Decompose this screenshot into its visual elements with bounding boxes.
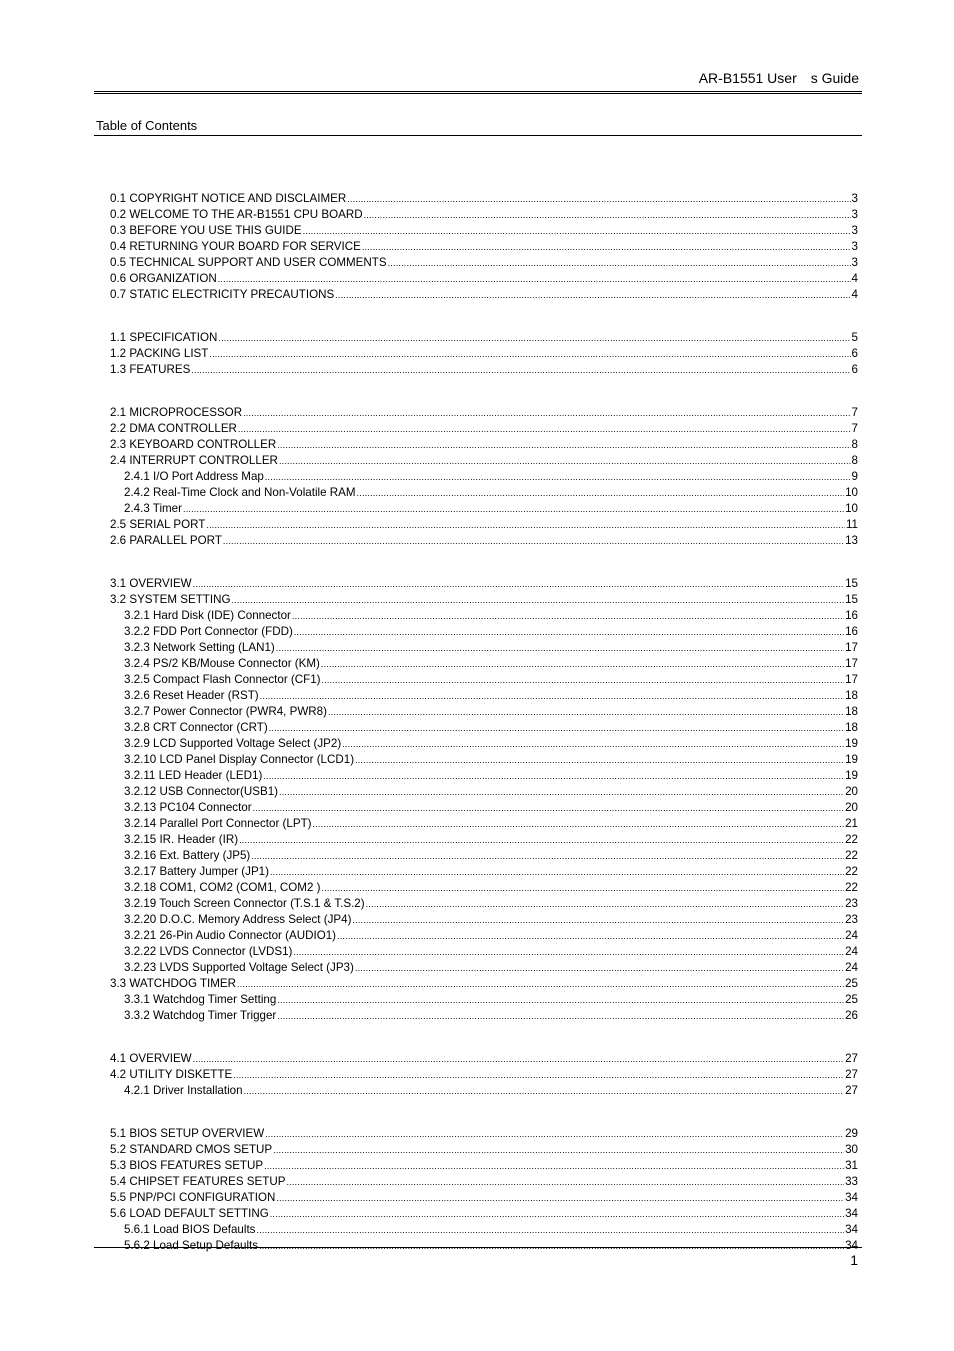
- toc-entry-page: 15: [845, 593, 858, 606]
- document-header-title: AR-B1551 User s Guide: [698, 70, 859, 86]
- toc-entry[interactable]: [110, 928, 858, 944]
- toc-entry[interactable]: [110, 576, 858, 592]
- toc-entry-page: 34: [845, 1207, 858, 1220]
- toc-entry-label: 3.2.9 LCD Supported Voltage Select (JP2): [124, 737, 342, 750]
- toc-entry[interactable]: [110, 592, 858, 608]
- toc-entry-page: 30: [845, 1143, 858, 1156]
- toc-entry-page: 22: [845, 881, 858, 894]
- toc-entry-page: 19: [845, 769, 858, 782]
- toc-entry-page: 6: [851, 363, 858, 376]
- toc-leader-dots: [337, 928, 844, 944]
- toc-leader-dots: [253, 800, 844, 816]
- toc-entry-page: 3: [851, 192, 858, 205]
- toc-entry-label: 2.4.1 I/O Port Address Map: [124, 470, 264, 483]
- toc-leader-dots: [218, 271, 851, 287]
- toc-section: [110, 405, 858, 549]
- toc-entry-label: 2.4.2 Real-Time Clock and Non-Volatile RAM: [124, 486, 356, 499]
- toc-entry[interactable]: [110, 816, 858, 832]
- toc-leader-dots: [279, 453, 851, 469]
- toc-leader-dots: [352, 912, 844, 928]
- toc-entry-page: 3: [851, 256, 858, 269]
- toc-entry-page: 17: [845, 641, 858, 654]
- toc-entry-label: 3.2.23 LVDS Supported Voltage Select (JP3): [124, 961, 354, 974]
- toc-leader-dots: [277, 1008, 844, 1024]
- toc-leader-dots: [277, 992, 844, 1008]
- toc-entry-label: 5.3 BIOS FEATURES SETUP: [110, 1159, 264, 1172]
- toc-entry-label: 0.1 COPYRIGHT NOTICE AND DISCLAIMER: [110, 192, 347, 205]
- toc-entry[interactable]: [110, 346, 858, 362]
- toc-entry-page: 18: [845, 705, 858, 718]
- toc-section: [110, 576, 858, 1024]
- toc-entry-page: 15: [845, 577, 858, 590]
- toc-leader-dots: [364, 207, 851, 223]
- toc-entry[interactable]: [110, 832, 858, 848]
- toc-entry[interactable]: [110, 800, 858, 816]
- toc-leader-dots: [231, 592, 844, 608]
- toc-heading: Table of Contents: [96, 118, 198, 133]
- toc-entry-page: 19: [845, 737, 858, 750]
- toc-entry[interactable]: [110, 517, 858, 533]
- toc-leader-dots: [218, 330, 850, 346]
- toc-leader-dots: [313, 816, 845, 832]
- toc-entry-label: 4.2 UTILITY DISKETTE: [110, 1068, 233, 1081]
- toc-entry[interactable]: [110, 624, 858, 640]
- toc-entry-label: 3.2.22 LVDS Connector (LVDS1): [124, 945, 293, 958]
- footer-rule: [94, 1247, 862, 1248]
- toc-entry[interactable]: [110, 1174, 858, 1190]
- toc-leader-dots: [237, 976, 844, 992]
- toc-leader-dots: [191, 362, 850, 378]
- toc-entry[interactable]: [110, 1008, 858, 1024]
- toc-entry-label: 0.5 TECHNICAL SUPPORT AND USER COMMENTS: [110, 256, 387, 269]
- toc-entry[interactable]: [110, 944, 858, 960]
- toc-entry-page: 34: [845, 1191, 858, 1204]
- toc-leader-dots: [294, 624, 844, 640]
- toc-entry-page: 22: [845, 865, 858, 878]
- toc-entry[interactable]: [110, 912, 858, 928]
- toc-entry-label: 5.1 BIOS SETUP OVERVIEW: [110, 1127, 265, 1140]
- toc-entry-page: 17: [845, 673, 858, 686]
- toc-entry-label: 2.4.3 Timer: [124, 502, 182, 515]
- toc-entry[interactable]: [110, 880, 858, 896]
- toc-leader-dots: [388, 255, 851, 271]
- toc-leader-dots: [321, 656, 844, 672]
- toc-entry-page: 34: [845, 1239, 858, 1252]
- toc-entry[interactable]: [110, 736, 858, 752]
- toc-entry[interactable]: [110, 960, 858, 976]
- toc-entry-label: 3.2.1 Hard Disk (IDE) Connector: [124, 609, 291, 622]
- toc-entry-page: 33: [845, 1175, 858, 1188]
- toc-entry-label: 3.2.12 USB Connector(USB1): [124, 785, 279, 798]
- toc-leader-dots: [206, 517, 845, 533]
- toc-leader-dots: [264, 1158, 844, 1174]
- toc-entry[interactable]: [110, 271, 858, 287]
- toc-entry[interactable]: [110, 533, 858, 549]
- toc-entry[interactable]: [110, 1222, 858, 1238]
- header-rule: [94, 91, 862, 94]
- toc-leader-dots: [209, 346, 850, 362]
- toc-entry-page: 19: [845, 753, 858, 766]
- toc-entry[interactable]: [110, 1238, 858, 1254]
- toc-entry[interactable]: [110, 688, 858, 704]
- toc-entry[interactable]: [110, 287, 858, 303]
- toc-entry-label: 0.3 BEFORE YOU USE THIS GUIDE: [110, 224, 302, 237]
- toc-entry[interactable]: [110, 1051, 858, 1067]
- toc-entry[interactable]: [110, 864, 858, 880]
- toc-heading-rule: [94, 135, 862, 136]
- toc-entry-label: 5.6.1 Load BIOS Defaults: [124, 1223, 256, 1236]
- toc-entry[interactable]: [110, 1083, 858, 1099]
- toc-leader-dots: [251, 848, 844, 864]
- toc-entry-label: 3.3.1 Watchdog Timer Setting: [124, 993, 277, 1006]
- toc-entry[interactable]: [110, 330, 858, 346]
- toc-entry-label: 0.4 RETURNING YOUR BOARD FOR SERVICE: [110, 240, 361, 253]
- toc-entry-label: 3.2.10 LCD Panel Display Connector (LCD1): [124, 753, 355, 766]
- toc-entry-label: 1.2 PACKING LIST: [110, 347, 209, 360]
- toc-entry-page: 31: [845, 1159, 858, 1172]
- toc-entry-page: 27: [845, 1052, 858, 1065]
- toc-leader-dots: [265, 469, 851, 485]
- toc-leader-dots: [263, 768, 844, 784]
- toc-entry[interactable]: [110, 1158, 858, 1174]
- toc-entry-page: 18: [845, 689, 858, 702]
- toc-entry-page: 6: [851, 347, 858, 360]
- toc-leader-dots: [362, 239, 851, 255]
- toc-entry[interactable]: [110, 640, 858, 656]
- toc-leader-dots: [342, 736, 844, 752]
- toc-entry[interactable]: [110, 437, 858, 453]
- toc-leader-dots: [322, 672, 845, 688]
- toc-entry-page: 17: [845, 657, 858, 670]
- toc-entry[interactable]: [110, 191, 858, 207]
- toc-entry-label: 3.2.21 26-Pin Audio Connector (AUDIO1): [124, 929, 337, 942]
- toc-entry-label: 3.2.18 COM1, COM2 (COM1, COM2 ): [124, 881, 321, 894]
- toc-entry-label: 2.3 KEYBOARD CONTROLLER: [110, 438, 277, 451]
- toc-entry-page: 3: [851, 240, 858, 253]
- toc-entry-label: 3.2.6 Reset Header (RST): [124, 689, 259, 702]
- toc-entry[interactable]: [110, 1206, 858, 1222]
- toc-entry[interactable]: [110, 608, 858, 624]
- toc-entry[interactable]: [110, 362, 858, 378]
- toc-entry-label: 4.1 OVERVIEW: [110, 1052, 192, 1065]
- toc-entry-page: 26: [845, 1009, 858, 1022]
- toc-section: [110, 1051, 858, 1099]
- toc-leader-dots: [265, 1126, 844, 1142]
- toc-leader-dots: [347, 191, 850, 207]
- toc-entry-label: 4.2.1 Driver Installation: [124, 1084, 243, 1097]
- toc-entry[interactable]: [110, 720, 858, 736]
- toc-entry-label: 3.2.4 PS/2 KB/Mouse Connector (KM): [124, 657, 320, 670]
- toc-entry-label: 0.6 ORGANIZATION: [110, 272, 217, 285]
- toc-entry-page: 23: [845, 913, 858, 926]
- toc-leader-dots: [273, 1142, 844, 1158]
- toc-entry-page: 27: [845, 1084, 858, 1097]
- toc-entry[interactable]: [110, 501, 858, 517]
- toc-entry-page: 7: [851, 406, 858, 419]
- toc-entry-page: 5: [851, 331, 858, 344]
- toc-entry[interactable]: [110, 784, 858, 800]
- toc-entry-page: 8: [851, 454, 858, 467]
- toc-leader-dots: [335, 287, 850, 303]
- toc-leader-dots: [239, 832, 844, 848]
- toc-entry-page: 16: [845, 609, 858, 622]
- table-of-contents: [110, 164, 858, 1254]
- toc-entry-label: 3.2.5 Compact Flash Connector (CF1): [124, 673, 321, 686]
- toc-entry-label: 3.2.8 CRT Connector (CRT): [124, 721, 268, 734]
- toc-entry[interactable]: [110, 405, 858, 421]
- toc-entry-label: 5.4 CHIPSET FEATURES SETUP: [110, 1175, 286, 1188]
- toc-leader-dots: [277, 437, 850, 453]
- toc-entry-label: 3.2.14 Parallel Port Connector (LPT): [124, 817, 312, 830]
- toc-entry-label: 2.4 INTERRUPT CONTROLLER: [110, 454, 278, 467]
- toc-entry-page: 3: [851, 208, 858, 221]
- toc-leader-dots: [270, 1206, 844, 1222]
- toc-entry-page: 7: [851, 422, 858, 435]
- toc-entry-label: 3.2.3 Network Setting (LAN1): [124, 641, 275, 654]
- toc-leader-dots: [303, 223, 851, 239]
- toc-entry-page: 25: [845, 993, 858, 1006]
- toc-entry[interactable]: [110, 1067, 858, 1083]
- toc-entry[interactable]: [110, 421, 858, 437]
- toc-entry-label: 2.1 MICROPROCESSOR: [110, 406, 243, 419]
- toc-leader-dots: [293, 944, 844, 960]
- toc-entry[interactable]: [110, 1142, 858, 1158]
- toc-entry[interactable]: [110, 672, 858, 688]
- toc-leader-dots: [270, 864, 844, 880]
- toc-entry[interactable]: [110, 976, 858, 992]
- toc-leader-dots: [256, 1222, 844, 1238]
- toc-entry-label: 3.2.16 Ext. Battery (JP5): [124, 849, 251, 862]
- toc-entry[interactable]: [110, 207, 858, 223]
- toc-entry-page: 22: [845, 849, 858, 862]
- toc-leader-dots: [193, 576, 844, 592]
- toc-entry-page: 23: [845, 897, 858, 910]
- toc-entry-page: 22: [845, 833, 858, 846]
- toc-entry-label: 2.5 SERIAL PORT: [110, 518, 206, 531]
- toc-entry-label: 3.2.13 PC104 Connector: [124, 801, 252, 814]
- toc-entry[interactable]: [110, 255, 858, 271]
- toc-entry[interactable]: [110, 1126, 858, 1142]
- toc-section: [110, 330, 858, 378]
- toc-entry-label: 0.7 STATIC ELECTRICITY PRECAUTIONS: [110, 288, 335, 301]
- toc-entry[interactable]: [110, 768, 858, 784]
- toc-leader-dots: [355, 960, 844, 976]
- toc-entry-page: 18: [845, 721, 858, 734]
- toc-entry[interactable]: [110, 752, 858, 768]
- toc-entry-label: 1.3 FEATURES: [110, 363, 191, 376]
- toc-leader-dots: [260, 688, 844, 704]
- toc-entry-page: 4: [851, 272, 858, 285]
- toc-entry-label: 3.3 WATCHDOG TIMER: [110, 977, 237, 990]
- toc-entry-page: 20: [845, 801, 858, 814]
- toc-entry-label: 3.2 SYSTEM SETTING: [110, 593, 231, 606]
- toc-section: [110, 191, 858, 303]
- toc-leader-dots: [328, 704, 844, 720]
- toc-entry-page: 27: [845, 1068, 858, 1081]
- toc-entry-label: 3.2.17 Battery Jumper (JP1): [124, 865, 269, 878]
- toc-entry[interactable]: [110, 896, 858, 912]
- toc-leader-dots: [286, 1174, 844, 1190]
- toc-leader-dots: [223, 533, 844, 549]
- toc-entry-label: 3.1 OVERVIEW: [110, 577, 192, 590]
- toc-entry-page: 21: [845, 817, 858, 830]
- toc-entry[interactable]: [110, 223, 858, 239]
- toc-entry[interactable]: [110, 704, 858, 720]
- toc-leader-dots: [276, 1190, 844, 1206]
- toc-leader-dots: [233, 1067, 844, 1083]
- toc-entry[interactable]: [110, 485, 858, 501]
- toc-entry[interactable]: [110, 848, 858, 864]
- toc-leader-dots: [276, 640, 844, 656]
- toc-leader-dots: [322, 880, 845, 896]
- toc-leader-dots: [244, 1083, 845, 1099]
- toc-leader-dots: [259, 1238, 844, 1254]
- toc-leader-dots: [238, 421, 851, 437]
- toc-entry-page: 10: [845, 502, 858, 515]
- toc-entry-page: 3: [851, 224, 858, 237]
- toc-entry-label: 5.5 PNP/PCI CONFIGURATION: [110, 1191, 276, 1204]
- toc-entry-page: 4: [851, 288, 858, 301]
- toc-entry-page: 24: [845, 929, 858, 942]
- toc-entry-page: 13: [845, 534, 858, 547]
- toc-entry-label: 3.2.11 LED Header (LED1): [124, 769, 263, 782]
- toc-entry-page: 29: [845, 1127, 858, 1140]
- toc-entry-label: 5.6.2 Load Setup Defaults: [124, 1239, 259, 1252]
- toc-entry[interactable]: [110, 239, 858, 255]
- toc-leader-dots: [279, 784, 844, 800]
- toc-leader-dots: [193, 1051, 844, 1067]
- page-number: 1: [850, 1252, 858, 1268]
- toc-entry-page: 24: [845, 945, 858, 958]
- toc-entry-page: 9: [851, 470, 858, 483]
- toc-entry-page: 25: [845, 977, 858, 990]
- toc-entry-label: 0.2 WELCOME TO THE AR-B1551 CPU BOARD: [110, 208, 363, 221]
- toc-entry-page: 11: [845, 518, 858, 531]
- toc-entry-page: 10: [845, 486, 858, 499]
- toc-entry-page: 20: [845, 785, 858, 798]
- toc-entry-label: 3.2.15 IR. Header (IR): [124, 833, 239, 846]
- toc-section: [110, 1126, 858, 1254]
- toc-entry-page: 34: [845, 1223, 858, 1236]
- toc-entry-label: 3.3.2 Watchdog Timer Trigger: [124, 1009, 277, 1022]
- toc-entry-label: 1.1 SPECIFICATION: [110, 331, 218, 344]
- toc-entry-label: 5.6 LOAD DEFAULT SETTING: [110, 1207, 269, 1220]
- toc-leader-dots: [366, 896, 844, 912]
- toc-entry[interactable]: [110, 656, 858, 672]
- toc-entry-label: 3.2.19 Touch Screen Connector (T.S.1 & T.S.2): [124, 897, 365, 910]
- toc-entry-label: 2.2 DMA CONTROLLER: [110, 422, 237, 435]
- toc-entry-label: 3.2.7 Power Connector (PWR4, PWR8): [124, 705, 327, 718]
- toc-entry[interactable]: [110, 453, 858, 469]
- toc-entry[interactable]: [110, 469, 858, 485]
- toc-entry-label: 5.2 STANDARD CMOS SETUP: [110, 1143, 273, 1156]
- toc-leader-dots: [355, 752, 844, 768]
- toc-leader-dots: [292, 608, 844, 624]
- toc-entry-label: 3.2.2 FDD Port Connector (FDD): [124, 625, 293, 638]
- toc-leader-dots: [269, 720, 844, 736]
- toc-leader-dots: [357, 485, 845, 501]
- toc-leader-dots: [243, 405, 850, 421]
- toc-entry[interactable]: [110, 1190, 858, 1206]
- toc-entry-label: 2.6 PARALLEL PORT: [110, 534, 222, 547]
- toc-leader-dots: [183, 501, 844, 517]
- toc-entry-label: 3.2.20 D.O.C. Memory Address Select (JP4): [124, 913, 352, 926]
- toc-entry[interactable]: [110, 992, 858, 1008]
- toc-entry-page: 24: [845, 961, 858, 974]
- toc-entry-page: 8: [851, 438, 858, 451]
- toc-entry-page: 16: [845, 625, 858, 638]
